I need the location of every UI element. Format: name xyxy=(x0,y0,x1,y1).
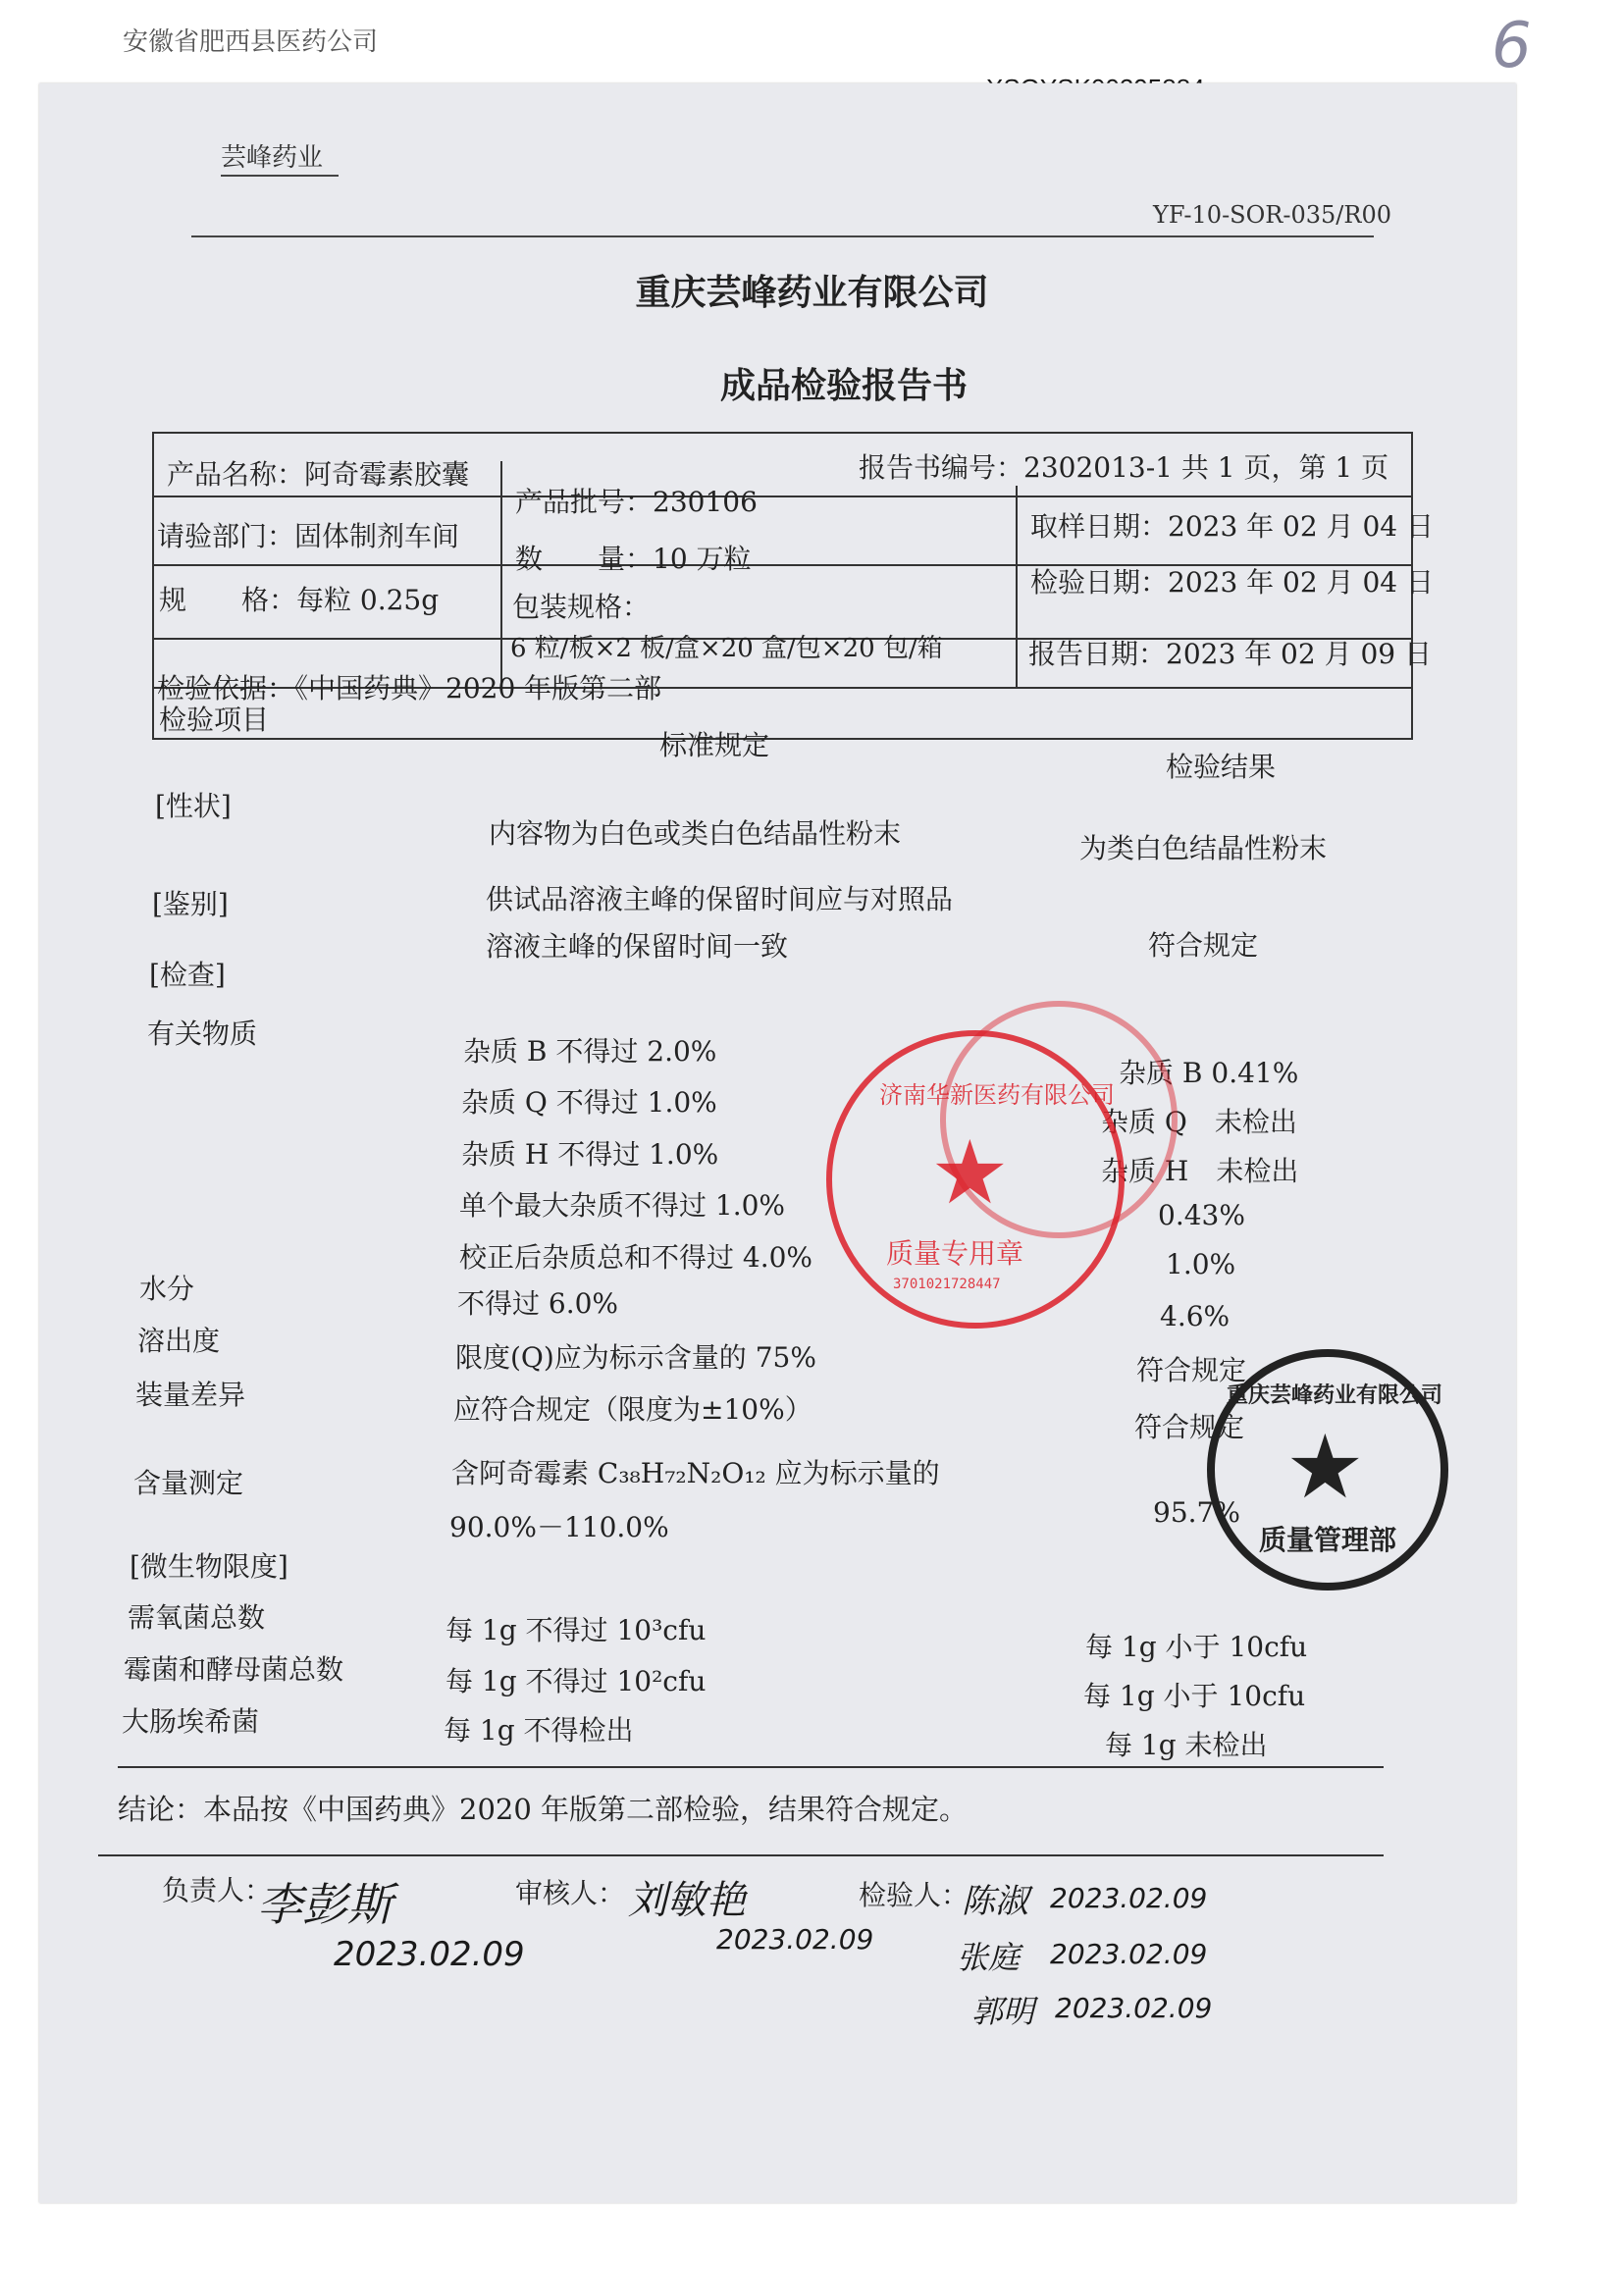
signature-date: 2023.02.09 xyxy=(716,1923,874,1956)
inspector-signature: 郭明 xyxy=(971,1993,1035,2030)
result-text: 为类白色结晶性粉末 xyxy=(1079,832,1328,864)
column-item: 检验项目 xyxy=(159,704,270,736)
item-label: [检查] xyxy=(149,959,226,991)
standard-text: 每 1g 不得过 10³cfu xyxy=(445,1614,707,1646)
table-line xyxy=(152,432,154,738)
sampling-date: 取样日期：2023 年 02 月 04 日 xyxy=(1030,510,1435,543)
report-number: 报告书编号：2302013-1 共 1 页，第 1 页 xyxy=(859,451,1389,484)
table-line xyxy=(152,738,1413,740)
page-mark: 6 xyxy=(1492,10,1532,82)
item-label: 霉菌和酵母菌总数 xyxy=(124,1653,344,1686)
stamp-inner-text: 质量管理部 xyxy=(1259,1524,1397,1556)
distributor-name: 安徽省肥西县医药公司 xyxy=(123,27,379,57)
standard-text: 单个最大杂质不得过 1.0% xyxy=(459,1189,786,1222)
standard-text: 每 1g 不得检出 xyxy=(444,1714,634,1747)
company-title: 重庆芸峰药业有限公司 xyxy=(635,272,989,313)
standard-text: 供试品溶液主峰的保留时间应与对照品 xyxy=(486,883,954,915)
inspection-date: 检验日期：2023 年 02 月 04 日 xyxy=(1030,566,1435,599)
table-line xyxy=(152,496,1413,497)
result-text: 每 1g 小于 10cfu xyxy=(1083,1680,1306,1712)
conclusion: 结论：本品按《中国药典》2020 年版第二部检验，结果符合规定。 xyxy=(118,1793,969,1826)
stamp-outer-text: 重庆芸峰药业有限公司 xyxy=(1227,1382,1443,1408)
inspector-label: 检验人： xyxy=(859,1879,969,1911)
reviewer-label: 审核人： xyxy=(515,1877,626,1909)
brand-underline xyxy=(221,175,339,177)
standard-text: 溶液主峰的保留时间一致 xyxy=(486,930,789,963)
package-label: 包装规格： xyxy=(512,591,651,623)
signature-rule xyxy=(98,1854,1384,1856)
standard-text: 杂质 B 不得过 2.0% xyxy=(463,1035,717,1068)
result-text: 杂质 Q 未检出 xyxy=(1101,1106,1297,1138)
stamp-inner-text: 质量专用章 xyxy=(886,1237,1024,1270)
stamp-code: 3701021728447 xyxy=(893,1277,1001,1292)
table-line xyxy=(500,461,502,687)
form-code: YF-10-SOR-035/R00 xyxy=(1153,201,1391,229)
quantity: 数 量：10 万粒 xyxy=(515,543,752,575)
column-standard: 标准规定 xyxy=(659,729,770,761)
item-label: 需氧菌总数 xyxy=(128,1601,266,1634)
package-spec: 6 粒/板×2 板/盒×20 盒/包×20 包/箱 xyxy=(510,634,943,663)
standard-text: 每 1g 不得过 10²cfu xyxy=(445,1665,707,1697)
item-label: 装量差异 xyxy=(135,1379,246,1411)
result-text: 符合规定 xyxy=(1136,1354,1247,1386)
item-label: 溶出度 xyxy=(137,1325,221,1357)
result-text: 杂质 B 0.41% xyxy=(1119,1057,1299,1089)
signature-date: 2023.02.09 xyxy=(334,1935,525,1974)
signature-date: 2023.02.09 xyxy=(1050,1938,1208,1970)
standard-text: 杂质 H 不得过 1.0% xyxy=(461,1138,719,1171)
conclusion-rule xyxy=(118,1766,1384,1768)
standard-text: 90.0%－110.0% xyxy=(449,1511,669,1543)
red-secondary-stamp xyxy=(940,1001,1178,1238)
standard-text: 内容物为白色或类白色结晶性粉末 xyxy=(489,817,902,850)
standard-text: 不得过 6.0% xyxy=(457,1287,619,1320)
product-name: 产品名称：阿奇霉素胶囊 xyxy=(167,458,470,491)
star-icon: ★ xyxy=(1285,1416,1365,1519)
star-icon: ★ xyxy=(930,1121,1010,1225)
item-label: 水分 xyxy=(139,1273,195,1305)
result-text: 杂质 H 未检出 xyxy=(1101,1155,1299,1187)
header-rule xyxy=(191,235,1374,237)
result-text: 0.43% xyxy=(1158,1199,1245,1231)
result-text: 符合规定 xyxy=(1134,1411,1245,1443)
specification: 规 格：每粒 0.25g xyxy=(159,584,440,616)
item-label: [性状] xyxy=(155,790,232,822)
item-label: [微生物限度] xyxy=(130,1550,288,1583)
result-text: 1.0% xyxy=(1166,1248,1236,1280)
stamp-outer-text: 济南华新医药有限公司 xyxy=(879,1081,1115,1109)
inspector-signature: 张庭 xyxy=(957,1939,1021,1976)
item-label: 大肠埃希菌 xyxy=(122,1705,260,1738)
signature-date: 2023.02.09 xyxy=(1055,1992,1213,2024)
result-text: 每 1g 小于 10cfu xyxy=(1085,1631,1308,1663)
inspection-basis: 检验依据：《中国药典》2020 年版第二部 xyxy=(157,672,662,704)
responsible-label: 负责人： xyxy=(162,1874,273,1906)
item-label: 有关物质 xyxy=(147,1017,258,1050)
result-text: 每 1g 未检出 xyxy=(1105,1729,1268,1761)
standard-text: 校正后杂质总和不得过 4.0% xyxy=(459,1241,813,1274)
column-result: 检验结果 xyxy=(1166,751,1277,783)
report-title: 成品检验报告书 xyxy=(719,365,968,406)
item-label: [鉴别] xyxy=(152,888,229,920)
brand-name: 芸峰药业 xyxy=(221,143,324,173)
reviewer-signature: 刘敏艳 xyxy=(628,1878,746,1923)
standard-text: 限度(Q)应为标示含量的 75% xyxy=(455,1341,816,1374)
request-department: 请验部门：固体制剂车间 xyxy=(157,520,460,552)
inspector-signature: 陈淑 xyxy=(962,1882,1028,1921)
standard-text: 应符合规定（限度为±10%） xyxy=(453,1393,812,1426)
result-text: 95.7% xyxy=(1153,1496,1240,1529)
table-line xyxy=(1016,486,1018,687)
table-line xyxy=(152,432,1413,434)
company-quality-stamp xyxy=(1207,1349,1448,1591)
standard-text: 杂质 Q 不得过 1.0% xyxy=(461,1086,717,1119)
report-date: 报告日期：2023 年 02 月 09 日 xyxy=(1028,638,1433,670)
standard-text: 含阿奇霉素 C₃₈H₇₂N₂O₁₂ 应为标示量的 xyxy=(451,1457,940,1489)
batch-number: 产品批号：230106 xyxy=(515,486,758,518)
result-text: 4.6% xyxy=(1160,1300,1231,1332)
signature-date: 2023.02.09 xyxy=(1050,1882,1208,1914)
result-text: 符合规定 xyxy=(1148,929,1259,962)
item-label: 含量测定 xyxy=(133,1467,244,1499)
responsible-signature: 李彭斯 xyxy=(257,1878,393,1931)
